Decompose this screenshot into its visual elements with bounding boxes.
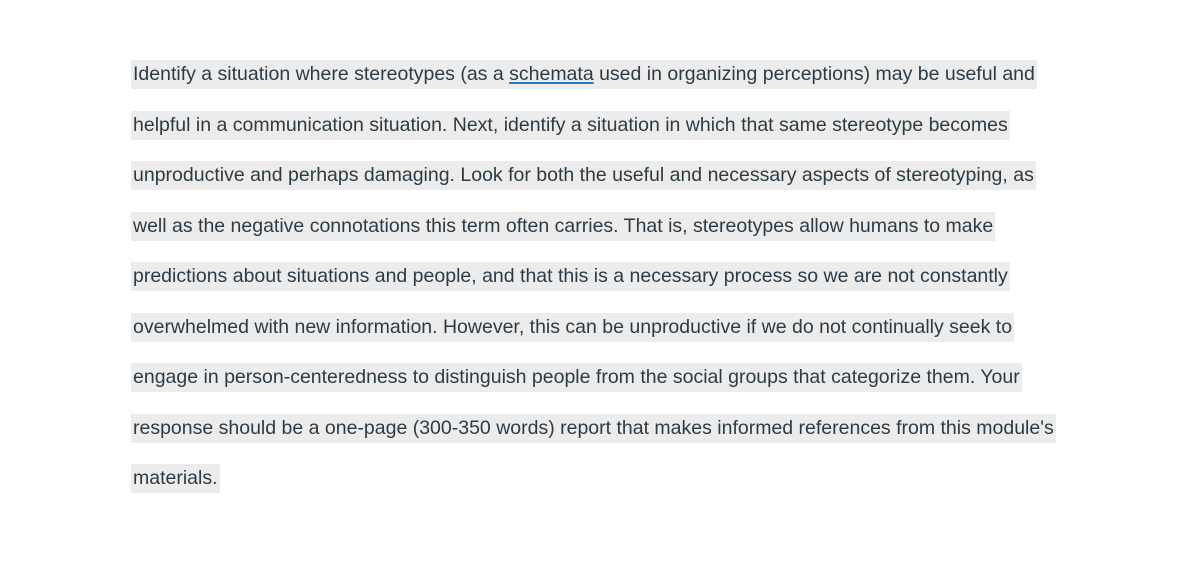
description-text-after-link: used in organizing perceptions) may be useful and helpful in a communication situation. Next, identify a situation in which that same stereotype becomes unproductive and perhaps damaging. Look for both the useful and necessary aspects of stereotyping, as well as the negative connotations this term often carries. That is, stereotypes allow humans to make predictions about situations and people, and that this is a necessary process so we are not constantly overwhelmed with new information. However, this can be unproductive if we do not continually seek to engage in person-centeredness to distinguish people from the social groups that categorize them. Your response should be a one-page (300-350 words) report that makes informed references from this module's materials.: [133, 63, 1054, 489]
description-text-before-link: Identify a situation where stereotypes (as a: [133, 63, 510, 85]
schemata-link[interactable]: schemata: [509, 63, 594, 85]
highlighted-text: [131, 60, 1056, 493]
assignment-description: [131, 49, 1056, 504]
